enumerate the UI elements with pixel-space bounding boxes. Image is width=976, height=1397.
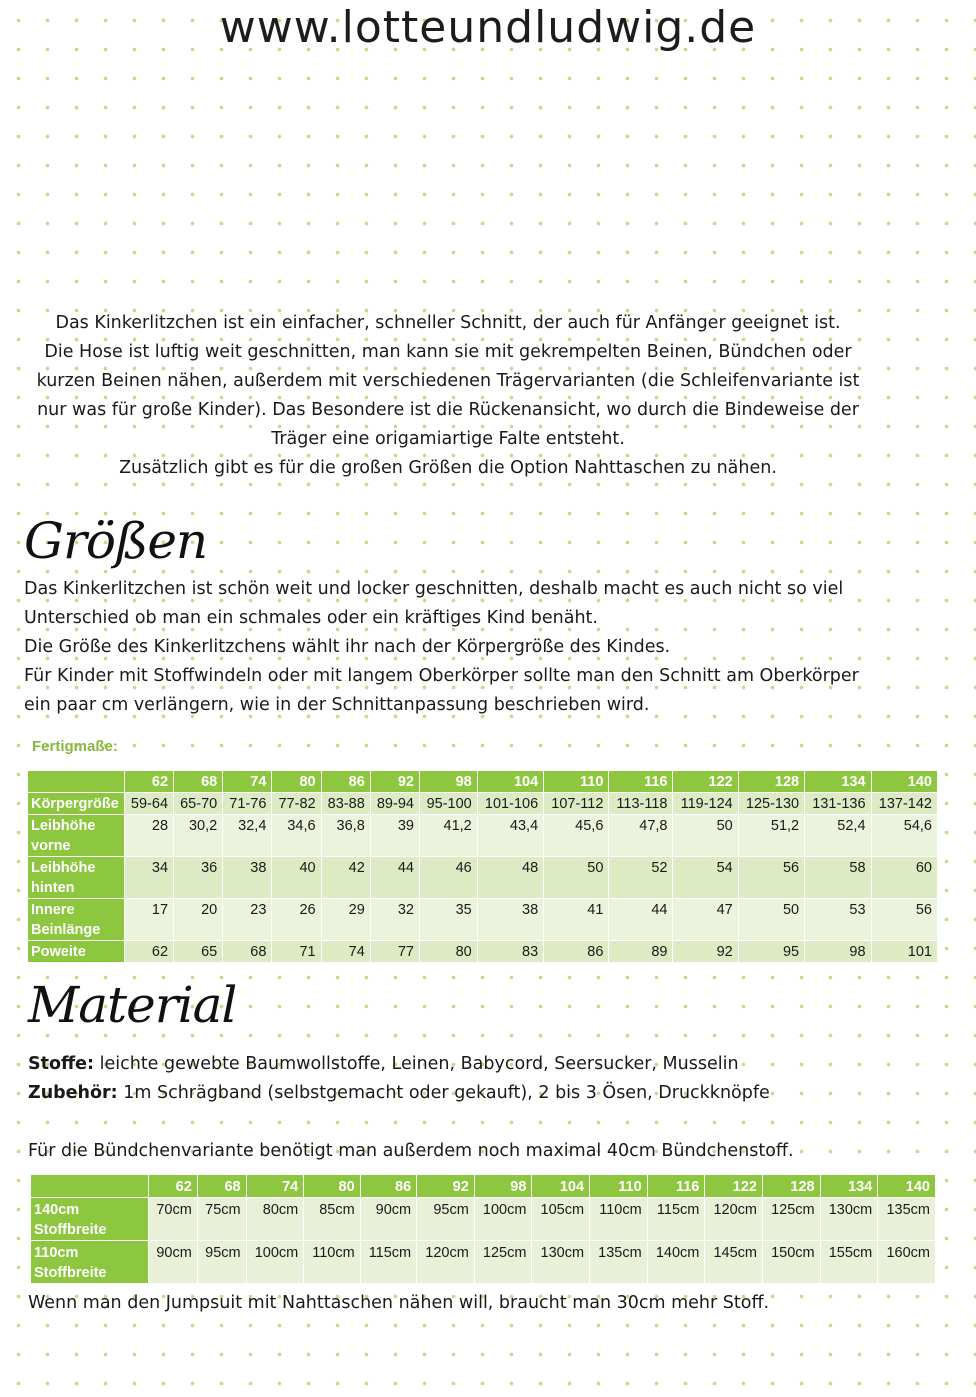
sizes-line: Unterschied ob man ein schmales oder ein kräftiges Kind benäht. [24, 608, 598, 628]
size-header: 116 [647, 1175, 705, 1198]
table-cell: 160cm [878, 1241, 936, 1284]
table-row [28, 793, 938, 815]
size-header: 62 [124, 771, 173, 793]
table-corner-cell [28, 771, 125, 793]
table-cell: 29 [321, 899, 370, 941]
table-cell: 89 [609, 941, 673, 963]
site-url: www.lotteundludwig.de [219, 2, 757, 53]
table-cell: 77 [370, 941, 419, 963]
table-cell: 17 [124, 899, 173, 941]
table-cell: 100cm [246, 1241, 304, 1284]
intro-paragraph [22, 309, 874, 483]
table-cell: 74 [321, 941, 370, 963]
spacer-line [28, 1108, 928, 1137]
row-label: Leibhöhe vorne [28, 815, 125, 857]
table-cell: 45,6 [544, 815, 609, 857]
table-cell: 62 [124, 941, 173, 963]
material-heading: Material [28, 976, 237, 1034]
size-header: 98 [474, 1175, 532, 1198]
table-cell: 34 [124, 857, 173, 899]
size-header: 110 [544, 771, 609, 793]
table-cell: 115cm [360, 1241, 416, 1284]
size-header: 62 [149, 1175, 198, 1198]
table-cell: 47 [673, 899, 738, 941]
table-cell: 32,4 [223, 815, 272, 857]
table-cell: 155cm [820, 1241, 878, 1284]
table-cell: 101-106 [477, 793, 543, 815]
table-cell: 135cm [590, 1241, 648, 1284]
size-header: 80 [272, 771, 321, 793]
table-cell: 120cm [705, 1198, 763, 1241]
table-cell: 41 [544, 899, 609, 941]
table-cell: 65-70 [174, 793, 223, 815]
table-cell: 43,4 [477, 815, 543, 857]
sizes-line: ein paar cm verlängern, wie in der Schnittanpassung beschrieben wird. [24, 695, 650, 715]
table-cell: 52,4 [805, 815, 871, 857]
size-header: 116 [609, 771, 673, 793]
accessories-text: 1m Schrägband (selbstgemacht oder gekauft), 2 bis 3 Ösen, Druckknöpfe [117, 1083, 770, 1103]
intro-line: kurzen Beinen nähen, außerdem mit verschiedenen Trägervarianten (die Schleifenvariante ist [36, 371, 860, 391]
size-header: 68 [174, 771, 223, 793]
accessories-label: Zubehör: [28, 1083, 118, 1103]
size-header: 80 [304, 1175, 360, 1198]
table-cell: 40 [272, 857, 321, 899]
table-cell: 145cm [705, 1241, 763, 1284]
size-header: 92 [417, 1175, 475, 1198]
table-cell: 54 [673, 857, 738, 899]
intro-line: Das Kinkerlitzchen ist ein einfacher, schneller Schnitt, der auch für Anfänger geeignet ist. [55, 313, 841, 333]
intro-line: Die Hose ist luftig weit geschnitten, man kann sie mit gekrempelten Beinen, Bündchen oder [44, 342, 852, 362]
table-cell: 44 [370, 857, 419, 899]
table-cell: 53 [805, 899, 871, 941]
table-cell: 80 [419, 941, 477, 963]
table-cell: 113-118 [609, 793, 673, 815]
row-label: Poweite [28, 941, 125, 963]
table-cell: 77-82 [272, 793, 321, 815]
table-cell: 83 [477, 941, 543, 963]
table-cell: 120cm [417, 1241, 475, 1284]
fabrics-text: leichte gewebte Baumwollstoffe, Leinen, Babycord, Seersucker, Musselin [94, 1054, 739, 1074]
table-row [28, 941, 938, 963]
table-cell: 85cm [304, 1198, 360, 1241]
table-cell: 39 [370, 815, 419, 857]
material-paragraph [28, 1050, 928, 1166]
table-cell: 115cm [647, 1198, 705, 1241]
fabric-requirements-table [30, 1174, 936, 1284]
table-cell: 83-88 [321, 793, 370, 815]
table-cell: 50 [673, 815, 738, 857]
table-cell: 50 [544, 857, 609, 899]
intro-line: Zusätzlich gibt es für die großen Größen die Option Nahttaschen zu nähen. [119, 458, 777, 478]
table-row [28, 899, 938, 941]
table-row [31, 1198, 936, 1241]
sizes-paragraph [24, 575, 924, 720]
size-header: 122 [673, 771, 738, 793]
finished-measures-table [27, 770, 938, 963]
sizes-line: Für Kinder mit Stoffwindeln oder mit langem Oberkörper sollte man den Schnitt am Oberkörper [24, 666, 859, 686]
table-row [28, 815, 938, 857]
size-header: 104 [532, 1175, 590, 1198]
sizes-heading: Größen [24, 512, 208, 570]
size-header: 68 [197, 1175, 246, 1198]
pocket-note: Wenn man den Jumpsuit mit Nahttaschen nähen will, braucht man 30cm mehr Stoff. [28, 1293, 770, 1313]
intro-line: Träger eine origamiartige Falte entsteht. [271, 429, 625, 449]
table-cell: 65 [174, 941, 223, 963]
table-cell: 32 [370, 899, 419, 941]
table-cell: 38 [223, 857, 272, 899]
fabrics-label: Stoffe: [28, 1054, 95, 1074]
table-cell: 59-64 [124, 793, 173, 815]
table-cell: 130cm [820, 1198, 878, 1241]
table-row [28, 857, 938, 899]
table-cell: 125cm [474, 1241, 532, 1284]
table-corner-cell [31, 1175, 149, 1198]
finished-measures-label: Fertigmaße: [32, 738, 118, 755]
table-cell: 58 [805, 857, 871, 899]
table-cell: 36,8 [321, 815, 370, 857]
table-cell: 26 [272, 899, 321, 941]
size-header: 140 [878, 1175, 936, 1198]
size-header: 104 [477, 771, 543, 793]
table-cell: 119-124 [673, 793, 738, 815]
sizes-line: Das Kinkerlitzchen ist schön weit und locker geschnitten, deshalb macht es auch nicht so viel [24, 579, 844, 599]
table-cell: 20 [174, 899, 223, 941]
table-cell: 107-112 [544, 793, 609, 815]
table-cell: 71-76 [223, 793, 272, 815]
table-row [31, 1241, 936, 1284]
table-cell: 51,2 [738, 815, 804, 857]
table-cell: 42 [321, 857, 370, 899]
intro-line: nur was für große Kinder). Das Besondere ist die Rückenansicht, wo durch die Bindeweise der [37, 400, 859, 420]
table-header-row [28, 771, 938, 793]
table-cell: 137-142 [871, 793, 937, 815]
table-cell: 125cm [762, 1198, 820, 1241]
table-cell: 71 [272, 941, 321, 963]
table-cell: 110cm [304, 1241, 360, 1284]
size-header: 110 [590, 1175, 648, 1198]
table-cell: 150cm [762, 1241, 820, 1284]
row-label: 110cm Stoffbreite [31, 1241, 149, 1284]
fabrics-line [28, 1050, 928, 1079]
table-cell: 95cm [417, 1198, 475, 1241]
table-cell: 44 [609, 899, 673, 941]
size-header: 92 [370, 771, 419, 793]
row-label: Innere Beinlänge [28, 899, 125, 941]
table-cell: 34,6 [272, 815, 321, 857]
table-cell: 110cm [590, 1198, 648, 1241]
table-cell: 48 [477, 857, 543, 899]
table-cell: 95 [738, 941, 804, 963]
table-cell: 90cm [360, 1198, 416, 1241]
size-header: 134 [805, 771, 871, 793]
row-label: Leibhöhe hinten [28, 857, 125, 899]
table-cell: 47,8 [609, 815, 673, 857]
table-cell: 89-94 [370, 793, 419, 815]
table-cell: 56 [871, 899, 937, 941]
table-cell: 80cm [246, 1198, 304, 1241]
table-cell: 68 [223, 941, 272, 963]
table-header-row [31, 1175, 936, 1198]
sizes-line: Die Größe des Kinkerlitzchens wählt ihr nach der Körpergröße des Kindes. [24, 637, 671, 657]
table-cell: 140cm [647, 1241, 705, 1284]
table-cell: 56 [738, 857, 804, 899]
row-label: Körpergröße [28, 793, 125, 815]
size-header: 128 [762, 1175, 820, 1198]
size-header: 140 [871, 771, 937, 793]
table-cell: 52 [609, 857, 673, 899]
table-cell: 92 [673, 941, 738, 963]
table-cell: 41,2 [419, 815, 477, 857]
row-label: 140cm Stoffbreite [31, 1198, 149, 1241]
table-cell: 95-100 [419, 793, 477, 815]
table-cell: 70cm [149, 1198, 198, 1241]
table-cell: 23 [223, 899, 272, 941]
table-cell: 105cm [532, 1198, 590, 1241]
table-cell: 125-130 [738, 793, 804, 815]
size-header: 122 [705, 1175, 763, 1198]
cuff-note: Für die Bündchenvariante benötigt man außerdem noch maximal 40cm Bündchenstoff. [28, 1141, 794, 1161]
table-cell: 54,6 [871, 815, 937, 857]
table-cell: 38 [477, 899, 543, 941]
table-cell: 75cm [197, 1198, 246, 1241]
table-cell: 46 [419, 857, 477, 899]
size-header: 86 [360, 1175, 416, 1198]
table-cell: 95cm [197, 1241, 246, 1284]
table-cell: 50 [738, 899, 804, 941]
size-header: 74 [223, 771, 272, 793]
table-cell: 35 [419, 899, 477, 941]
size-header: 128 [738, 771, 804, 793]
table-cell: 30,2 [174, 815, 223, 857]
size-header: 86 [321, 771, 370, 793]
table-cell: 131-136 [805, 793, 871, 815]
size-header: 74 [246, 1175, 304, 1198]
accessories-line [28, 1079, 928, 1108]
table-cell: 60 [871, 857, 937, 899]
table-cell: 135cm [878, 1198, 936, 1241]
table-cell: 36 [174, 857, 223, 899]
table-cell: 90cm [149, 1241, 198, 1284]
size-header: 134 [820, 1175, 878, 1198]
size-header: 98 [419, 771, 477, 793]
table-cell: 86 [544, 941, 609, 963]
table-cell: 98 [805, 941, 871, 963]
table-cell: 100cm [474, 1198, 532, 1241]
table-cell: 28 [124, 815, 173, 857]
table-cell: 101 [871, 941, 937, 963]
table-cell: 130cm [532, 1241, 590, 1284]
